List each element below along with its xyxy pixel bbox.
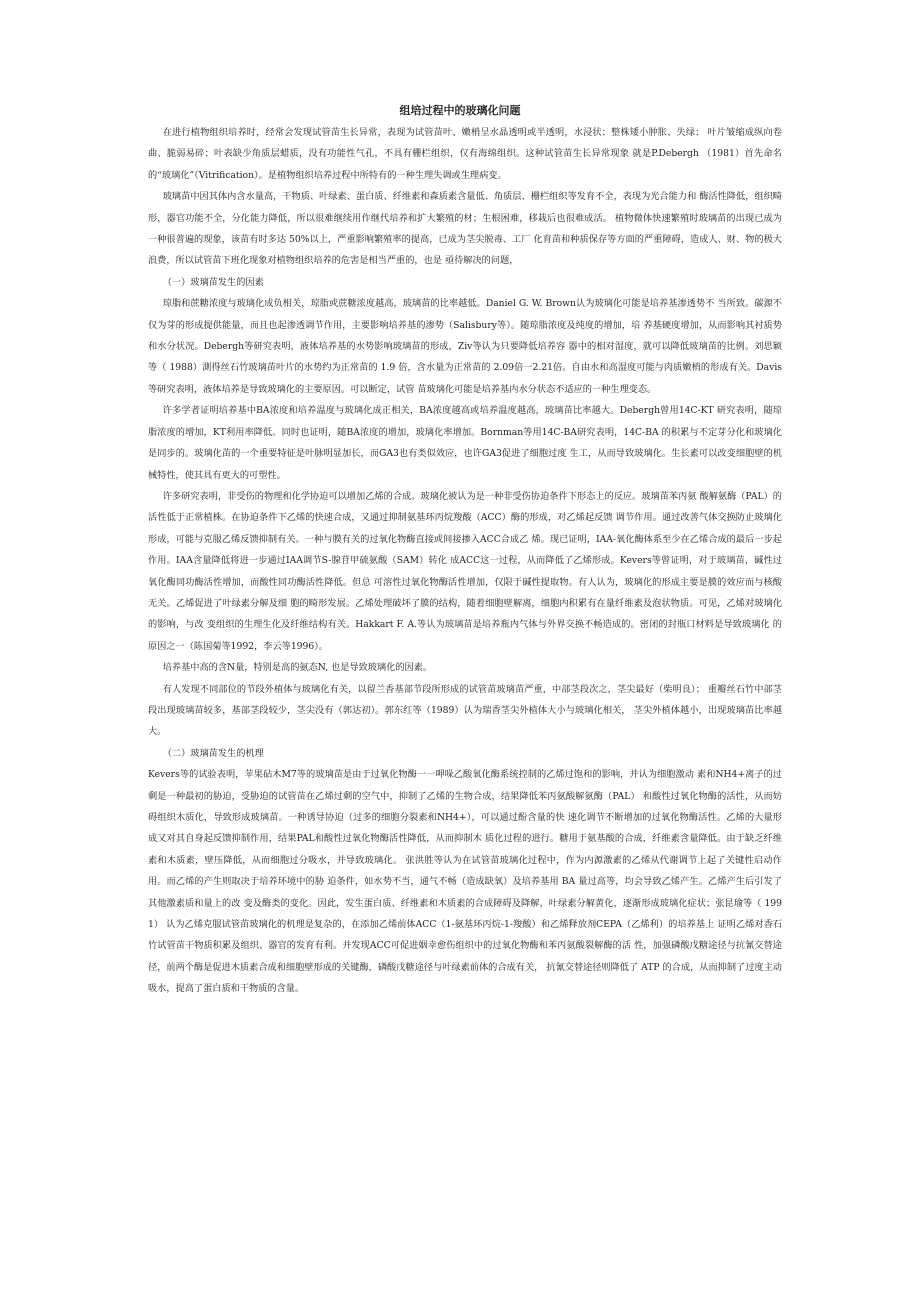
section-heading-mechanism: （二）玻璃苗发生的机理 xyxy=(162,747,264,759)
document-title: 组培过程中的玻璃化问题 xyxy=(399,104,521,117)
section-heading-factors: （一）玻璃苗发生的因素 xyxy=(162,276,264,288)
document-body xyxy=(148,122,782,1000)
paragraph-intro: 在进行植物组织培养时，经常会发现试管苗生长异常，表现为试管苗叶、嫩梢呈水晶透明或半透明，水浸状；整株矮小肿胀、失绿； 叶片皱缩成纵向卷曲、脆弱易碎；叶表缺少角质层蜡质，没有功能性气孔，不具有栅栏组织，仅有海绵组织。这种试管苗生长异常现象 就是P.Debergh （1981）首先命名的“玻璃化”（Vitrification）。是植物组织培养过程中所特有的一种生理失调或生理病变。 xyxy=(148,127,782,181)
paragraph-ethylene: 许多研究表明，非受伤的物理和化学协迫可以增加乙烯的合成。玻璃化被认为是一种非受伤协迫条件下形态上的反应。玻璃苗苯丙氨 酸解氨酶（PAL）的活性低于正常植株。在协迫条件下乙烯的快速合成，又通过抑制氨基环丙烷羧酸（ACC）酶的形成，对乙烯起反馈 调节作用。通过改善气体交换防止玻璃化形成，可能与克服乙烯反馈抑制有关。一种与膜有关的过氧化物酶直接或间接掺入ACC合成乙 烯。现已证明，IAA-氧化酶体系至少在乙烯合成的最后一步起作用。IAA含量降低将进一步通过IAA调节S-腺苷甲硫氨酸（SAM）转化 成ACC这一过程，从而降低了乙烯形成。Kevers等曾证明，对于玻璃苗，碱性过氧化酶同功酶活性增加，而酸性同功酶活性降低。但总 可溶性过氧化物酶活性增加，仅限于碱性提取物。有人认为，玻璃化的形成主要是膜的效应而与核酸无关。乙烯促进了叶绿素分解及细 胞的畸形发展。乙烯处理破坏了膜的结构，随着细胞壁解离，细胞内积累有在量纤维素及泡状物质。可见，乙烯对玻璃化的影响，与改 变组织的生理生化及纤维结构有关。Hakkart F. A.等认为玻璃苗是培养瓶内气体与外界交换不畅造成的。密闭的封瓶口材料是导致玻璃化 的原因之一（陈国菊等1992，李云等1996）。 xyxy=(148,490,782,652)
paragraph-agar-sucrose: 琼脂和蔗糖浓度与玻璃化成负相关，琼脂或蔗糖浓度越高，玻璃苗的比率越低。Daniel G. W. Brown认为玻璃化可能是培养基渗透势不 当所致。碳源不仅为芽的形成提供能量，而且也起渗透调节作用，主要影响培养基的渗势（Salisbury等）。随琼脂浓度及纯度的增加，培 养基硬度增加，从而影响其衬质势和水分状况。Debergh等研究表明，液体培养基的水势影响玻璃苗的形成，Ziv等认为只要降低培养容 器中的相对湿度，就可以降低玻璃苗的比例。刘思颖等（ 1988）測得丝石竹玻璃苗叶片的水势约为正常苗的 1.9 倍，含水量为正常苗的 2.09倍一2.21倍。自由水和高湿度可能与肉质嫩梢的形成有关。Davis等研究表明，液体培养是导致玻璃化的主要原因。可以断定，试管 苗玻璃化可能是培养基内水分状态不适应的一种生理变态。 xyxy=(148,298,782,395)
paragraph-symptoms: 玻璃苗中因其体内含水量高，干物质、叶绿素、蛋白质、纤维素和森质素含量低、角质层、栅栏组织等发育不全，表现为光合能力和 酶活性降低，组织畸形，器官功能不全，分化能力降低，所以很难继续用作继代培养和扩大繁殖的材；生根困难，移栽后也很难成活。 植物微体快速繁殖时玻璃苗的出现已成为一种很普遍的现象，该苗有时多达 50%以上，严重影响繁殖率的提高，已成为茎尖脱毒、工厂 化育苗和种质保存等方面的严重障碍，造成人、财、物的极大浪费，所以试管苗下班化现象对植物组织培养的危害是相当严重的，也是 亟待解决的问题， xyxy=(148,191,782,267)
paragraph-ba-temperature: 许多学者证明培养基中BA浓度和培养温度与玻璃化成正相关，BA浓度越高或培养温度越高，玻璃苗比率越大。Debergh曾用14C-KT 研究表明，随琼脂浓度的增加，KT利用率降低。同时也证明，随BA浓度的增加，玻璃化率增加。Bornman等用14C-BA研究表明，14C-BA 的积累与不定芽分化和玻璃化是同步的。玻璃化苗的一个重要特征是叶脉明显加长，而GA3也有类似效应，也许GA3促进了细胞过度 生工，从而导致玻璃化。生长素可以改变细胞壁的机械特性，使其具有更大的可塑性。 xyxy=(148,405,782,481)
paragraph-mechanism: Kevers等的试验表明，苹果砧木M7等的玻璃苗是由于过氧化物酶一一呷哚乙酸氧化酶系统控制的乙烯过饱和的影响，并认为细胞激动 素和NH4+离子的过剩是一种最初的胁迫，受胁迫的试管苗在乙烯过剩的空气中，抑制了乙烯的生物合成，结果降低苯丙氨酸解氨酶（PAL） 和酸性过氧化物酶的活性，从而妨碍组织木质化，导致形成玻璃苗。一种诱导协迫（过多的细胞分裂素和NH4+），可以通过酚含量的快 速化调节不断增加的过氧化物酶活性。乙烯的大量形成又对其自身起反馈抑制作用，结果PAL和酸性过氧化物酶活性降低，从而抑制木 质化过程的进行。糖用于氨基酸的合成，纤维素含量降低。由于缺乏纤维素和木质素，壁压降低，从而细胞过分吸水，并导致玻璃化。 张洪胜等认为在试管苗玻璃化过程中，作为内源激素的乙烯从代谢调节上起了关键性启动作用。而乙烯的产生则取决于培养环境中的胁 迫条件，如水势不当，通气不畅（造成缺氧）及培养基用 BA 量过高等，均会导致乙烯产生。乙烯产生后引发了其他激素质和量上的改 变及酶类的变化。因此，发生蛋白质、纤维素和木质素的合成障碍及降解，叶绿素分解黄化，逐渐形成玻璃化症状；张昆瑜等（ 1991） 认为乙烯克服试管苗玻璃化的机理是复杂的，在添加乙烯前体ACC（1-氨基环丙烷-1-羧酸）和乙烯释放剂CEPA（乙烯利）的培养基上 证明乙烯对香石竹试管苗干物质积累及组织、器官的发育有利。并发现ACC可促进姻幸愈伤组织中的过氧化物酶和苯丙氨酸裂解酶的活 性，加强磷酸戊糖途径与抗氰交替途径，前两个酶是促进木质素合成和细胞壁形成的关键酶，磷酸戊糖途径与叶绿素前体的合成有关， 抗氰交替途径则降低了 ATP 的合成，从而抑制了过度主动吸水，提高了蛋白质和干物质的含量。 xyxy=(148,769,782,995)
paragraph-explant-position: 有人发现不同部位的节段外植体与玻璃化有关，以留兰香基部节段所形成的试管苗玻璃苗严重，中部茎段次之，茎尖最好（柴明良）； 重瓣丝石竹中部茎段出现玻璃苗较多，基部茎段较少，茎尖没有（郭达初）。郭东红等（1989）认为瑞香茎尖外植体大小与玻璃化相关， 茎尖外植体越小，出现玻璃苗比率越大。 xyxy=(148,683,782,738)
paragraph-nitrogen: 培养基中高的含N量，特别是高的氨态N, 也是导致玻璃化的因素。 xyxy=(162,662,433,674)
